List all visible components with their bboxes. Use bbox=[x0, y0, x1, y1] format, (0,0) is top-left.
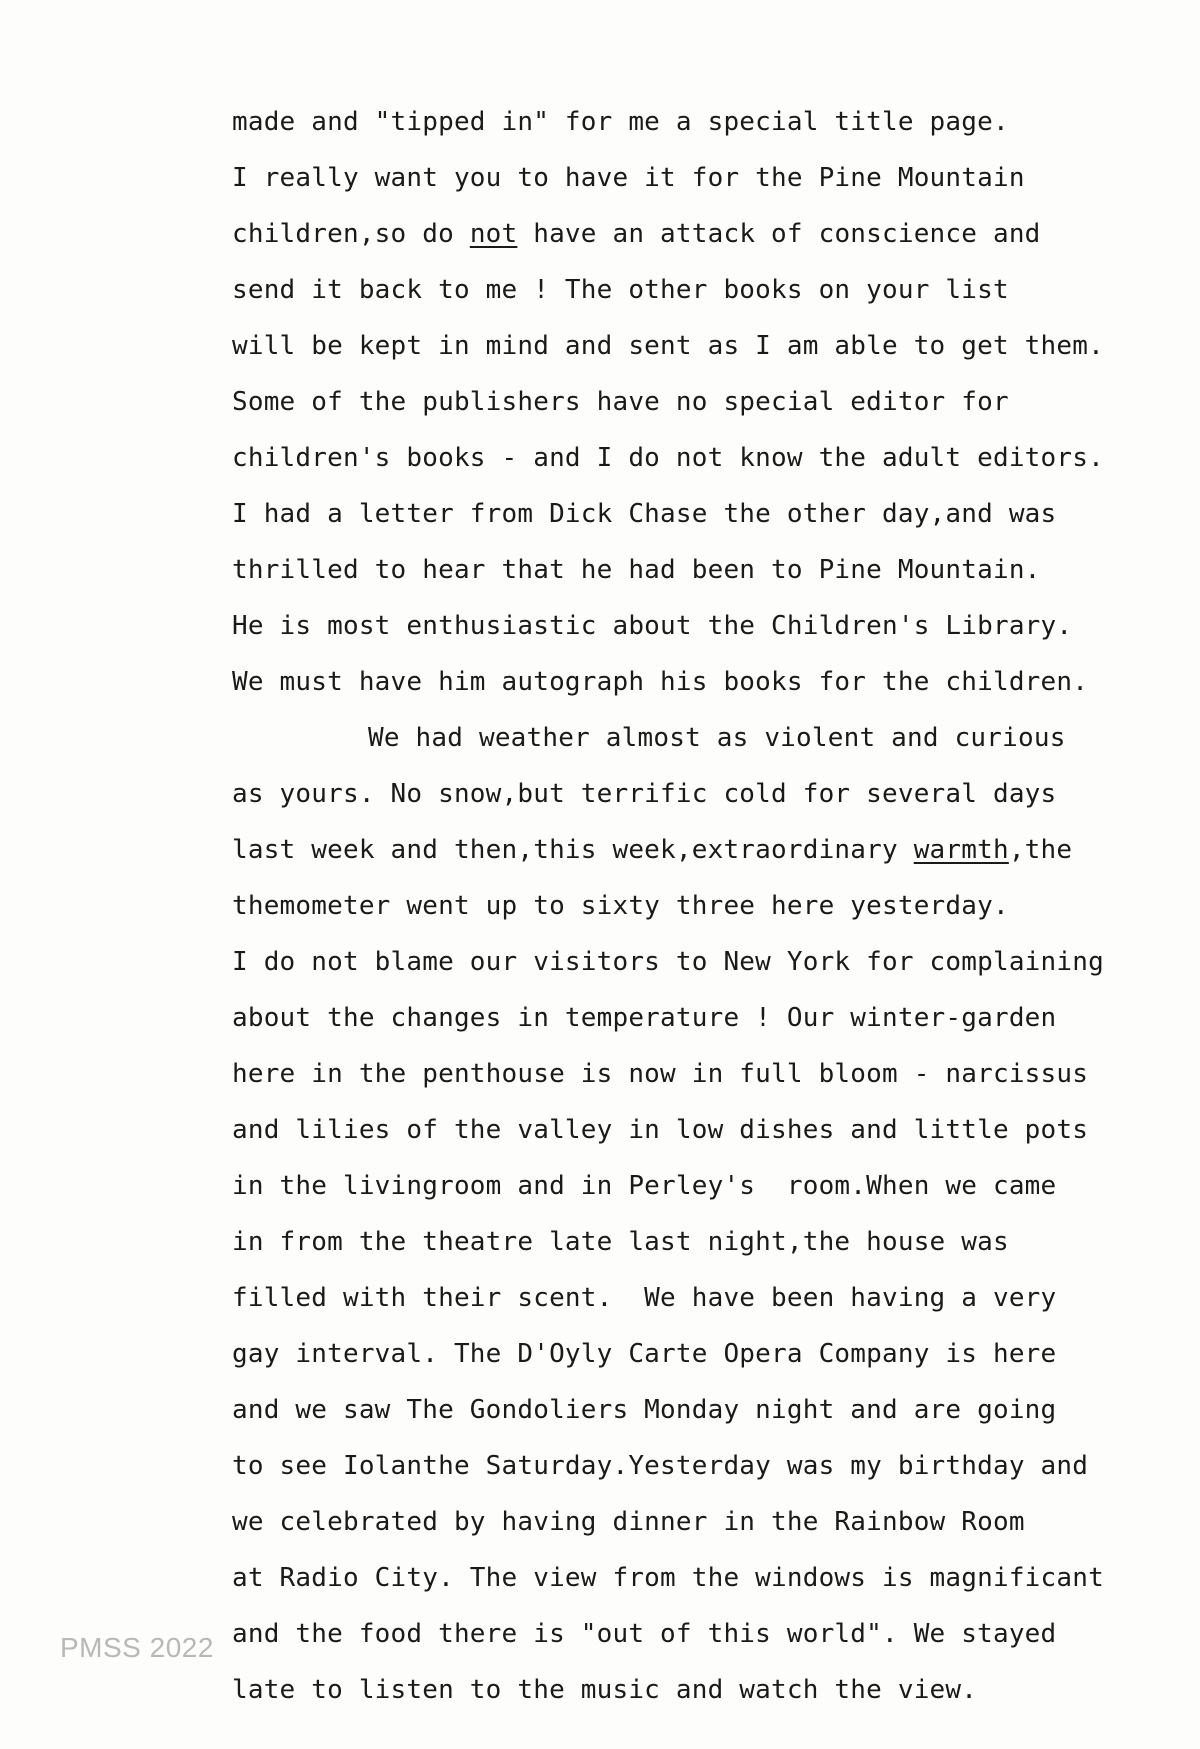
letter-line-text: and we saw The Gondoliers Monday night and are going bbox=[232, 1395, 1057, 1425]
letter-line-text: in the livingroom and in Perley's room.When we came bbox=[232, 1171, 1057, 1201]
letter-line bbox=[232, 1158, 1172, 1214]
letter-line bbox=[232, 206, 1172, 262]
letter-line-text: we celebrated by having dinner in the Rainbow Room bbox=[232, 1507, 1025, 1537]
letter-line-text: filled with their scent. We have been having a very bbox=[232, 1283, 1057, 1313]
underlined-word: warmth bbox=[913, 835, 1009, 865]
letter-line bbox=[232, 374, 1172, 430]
letter-line bbox=[232, 1270, 1172, 1326]
letter-line-text: I really want you to have it for the Pine Mountain bbox=[232, 163, 1025, 193]
letter-line-text: as yours. No snow,but terrific cold for several days bbox=[232, 779, 1057, 809]
letter-line-text: will be kept in mind and sent as I am able to get them. bbox=[232, 331, 1104, 361]
letter-line bbox=[232, 878, 1172, 934]
letter-line bbox=[232, 1438, 1172, 1494]
underlined-word: not bbox=[469, 219, 518, 249]
letter-line-text: and the food there is "out of this world". We stayed bbox=[232, 1619, 1057, 1649]
letter-line bbox=[232, 430, 1172, 486]
letter-line bbox=[232, 318, 1172, 374]
letter-line bbox=[232, 934, 1172, 990]
letter-line-text: We had weather almost as violent and curious bbox=[368, 723, 1066, 753]
letter-line-text: I do not blame our visitors to New York for complaining bbox=[232, 947, 1104, 977]
letter-line bbox=[232, 1214, 1172, 1270]
letter-line-text: at Radio City. The view from the windows is magnificant bbox=[232, 1563, 1104, 1593]
letter-body bbox=[232, 94, 1172, 1718]
letter-line-text: I had a letter from Dick Chase the other day,and was bbox=[232, 499, 1057, 529]
letter-line-text: children's books - and I do not know the adult editors. bbox=[232, 443, 1104, 473]
letter-line-text: ,the bbox=[1008, 835, 1073, 865]
letter-line-text: to see Iolanthe Saturday.Yesterday was my birthday and bbox=[232, 1451, 1089, 1481]
letter-line bbox=[232, 1102, 1172, 1158]
letter-line-text: and lilies of the valley in low dishes and little pots bbox=[232, 1115, 1089, 1145]
letter-line bbox=[232, 1382, 1172, 1438]
letter-line bbox=[232, 822, 1172, 878]
letter-line bbox=[232, 766, 1172, 822]
letter-line-text: gay interval. The D'Oyly Carte Opera Company is here bbox=[232, 1339, 1057, 1369]
archive-watermark: PMSS 2022 bbox=[60, 1632, 214, 1663]
letter-line bbox=[232, 1046, 1172, 1102]
letter-line-text: Some of the publishers have no special editor for bbox=[232, 387, 1009, 417]
letter-line-text: have an attack of conscience and bbox=[517, 219, 1041, 249]
letter-line bbox=[232, 1606, 1172, 1662]
letter-line bbox=[232, 94, 1172, 150]
letter-line bbox=[232, 262, 1172, 318]
letter-line bbox=[232, 542, 1172, 598]
letter-line-text: themometer went up to sixty three here yesterday. bbox=[232, 891, 1009, 921]
letter-line-text: in from the theatre late last night,the house was bbox=[232, 1227, 1009, 1257]
letter-line-text: late to listen to the music and watch the view. bbox=[232, 1675, 978, 1705]
letter-line-text: send it back to me ! The other books on your list bbox=[232, 275, 1009, 305]
letter-line bbox=[232, 1662, 1172, 1718]
letter-line bbox=[232, 1550, 1172, 1606]
letter-line-text: last week and then,this week,extraordinary bbox=[232, 835, 914, 865]
letter-line-text: children,so do bbox=[232, 219, 470, 249]
letter-line bbox=[232, 598, 1172, 654]
letter-line bbox=[232, 150, 1172, 206]
letter-line-text: thrilled to hear that he had been to Pine Mountain. bbox=[232, 555, 1041, 585]
letter-line bbox=[232, 654, 1172, 710]
letter-line-text: here in the penthouse is now in full bloom - narcissus bbox=[232, 1059, 1089, 1089]
letter-line-text: made and "tipped in" for me a special title page. bbox=[232, 107, 1009, 137]
letter-line-text: He is most enthusiastic about the Children's Library. bbox=[232, 611, 1073, 641]
letter-line-text: about the changes in temperature ! Our winter-garden bbox=[232, 1003, 1057, 1033]
letter-line-text: We must have him autograph his books for the children. bbox=[232, 667, 1089, 697]
letter-line bbox=[232, 1494, 1172, 1550]
letter-line bbox=[232, 710, 1172, 766]
letter-line bbox=[232, 486, 1172, 542]
letter-line bbox=[232, 1326, 1172, 1382]
letter-line bbox=[232, 990, 1172, 1046]
